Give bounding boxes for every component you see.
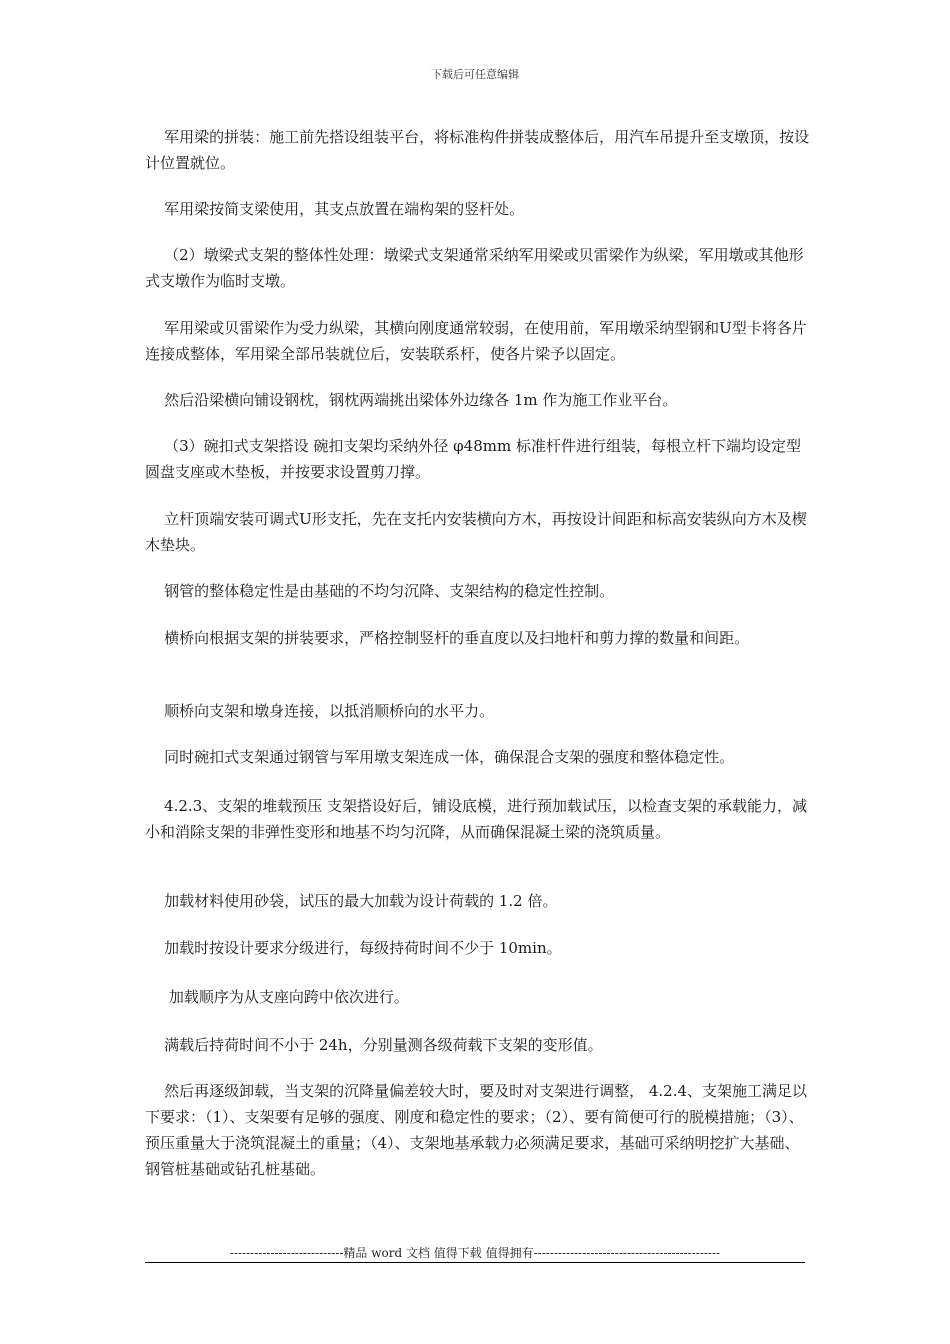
paragraph: 满载后持荷时间不小于 24h，分别量测各级荷载下支架的变形值。: [145, 1036, 603, 1054]
paragraph: （2）墩梁式支架的整体性处理：墩梁式支架通常采纳军用梁或贝雷梁作为纵梁，军用墩或其他形式支墩作为临时支墩。: [145, 246, 804, 290]
paragraph: 加载顺序为从支座向跨中依次进行。: [145, 988, 409, 1006]
paragraph: 然后再逐级卸载，当支架的沉降量偏差较大时，要及时对支架进行调整， 4.2.4、支架施工满足以下要求：（1）、支架要有足够的强度、刚度和稳定性的要求；（2）、要有简便可行的脱模措施；（3）、预压重量大于浇筑混凝土的重量；（4）、支架地基承载力必须满足要求，基础可采纳明挖扩大基础、钢管桩基础或钻孔桩基础。: [145, 1082, 808, 1178]
paragraph: 横桥向根据支架的拼装要求，严格控制竖杆的垂直度以及扫地杆和剪力撑的数量和间距。: [145, 629, 750, 647]
paragraph: 然后沿梁横向铺设钢枕，钢枕两端挑出梁体外边缘各 1m 作为施工作业平台。: [145, 391, 678, 409]
paragraph: 立杆顶端安装可调式U形支托，先在支托内安装横向方木，再按设计间距和标高安装纵向方木及楔木垫块。: [145, 510, 807, 554]
paragraph: 加载材料使用砂袋，试压的最大加载为设计荷载的 1.2 倍。: [145, 892, 558, 910]
paragraph: 钢管的整体稳定性是由基础的不均匀沉降、支架结构的稳定性控制。: [145, 582, 615, 600]
footer-divider: [145, 1262, 805, 1263]
paragraph: 加载时按设计要求分级进行，每级持荷时间不少于 10min。: [145, 939, 562, 957]
paragraph: 4.2.3、支架的堆载预压 支架搭设好后，铺设底模，进行预加载试压，以检查支架的承载能力，减小和消除支架的非弹性变形和地基不均匀沉降，从而确保混凝土梁的浇筑质量。: [145, 797, 808, 841]
paragraph: 同时碗扣式支架通过钢管与军用墩支架连成一体，确保混合支架的强度和整体稳定性。: [145, 748, 735, 766]
paragraph: （3）碗扣式支架搭设 碗扣支架均采纳外径 φ48mm 标准杆件进行组装，每根立杆下端均设定型圆盘支座或木垫板，并按要求设置剪刀撑。: [145, 437, 801, 481]
paragraph: 顺桥向支架和墩身连接，以抵消顺桥向的水平力。: [145, 702, 495, 720]
paragraph: 军用梁或贝雷梁作为受力纵梁，其横向刚度通常较弱，在使用前，军用墩采纳型钢和U型卡将各片连接成整体，军用梁全部吊装就位后，安装联系杆，使各片梁予以固定。: [145, 319, 807, 363]
paragraph: 军用梁按简支梁使用，其支点放置在端构架的竖杆处。: [145, 200, 525, 218]
paragraph: 军用梁的拼装：施工前先搭设组装平台，将标准构件拼装成整体后，用汽车吊提升至支墩顶，按设计位置就位。: [145, 128, 810, 172]
page-footer: ----------------------------精品 word 文档 值得下载 值得拥有----------------------------------------------: [229, 1246, 721, 1260]
page-header: 下载后可任意编辑: [431, 68, 519, 81]
